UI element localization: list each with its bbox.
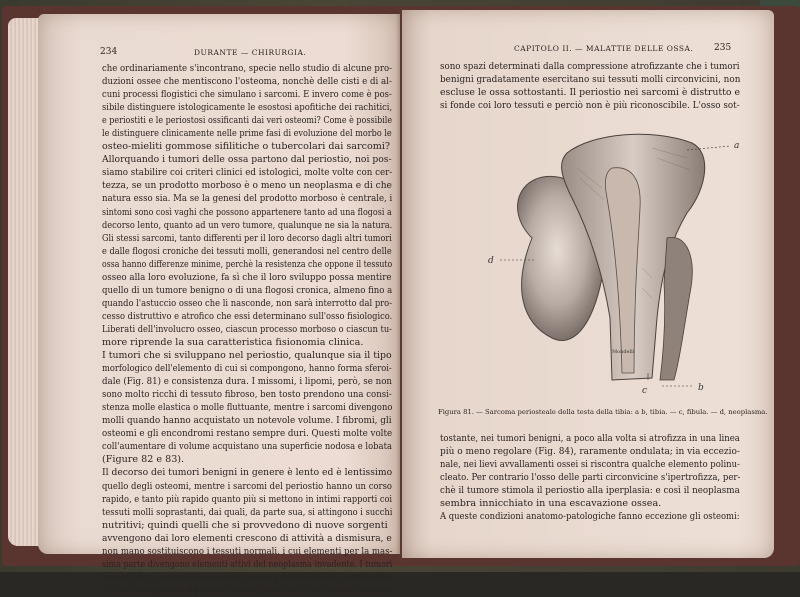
text-line: sima parte divengono elementi attivi del neoplasma invadente. I tumori <box>102 558 393 570</box>
right-page <box>402 10 774 558</box>
text-line: tezza, se un prodotto morboso è o meno un neoplasma e di che <box>102 180 392 192</box>
text-line: osteomi e gli encondromi restano sempre duri. Questi molte volte <box>102 428 393 440</box>
text-line: sintomi sono così vaghi che possono appartenere tanto ad una flogosi a <box>102 206 392 218</box>
figure-caption: Figura 81. — Sarcoma periosteale della testa della tibia: a b, tibia. — c, fibula. — d, neoplasma. <box>438 408 768 416</box>
text-line: duzioni ossee che mentiscono l'osteoma, nonchè delle cisti e di al- <box>102 76 392 88</box>
text-line: sibile distinguere istologicamente le esostosi apofitiche dei rachitici, <box>102 102 393 114</box>
text-line: nutritivi; quindi quelli che si provvedono di nuove sorgenti <box>102 519 388 531</box>
text-line: Allorquando i tumori delle ossa partono dal periostio, noi pos- <box>102 154 392 166</box>
text-line: benigni per contrario rimangono sempre perfettamente circoscritti <box>102 571 393 583</box>
text-line: molli quando hanno acquistato un notevole volume. I fibromi, gli <box>102 415 392 427</box>
text-line: più o meno regolare (Fig. 84), raramente ondulata; in via eccezio- <box>440 446 740 458</box>
text-line: osteo-mieliti gommose sifilitiche o tubercolari dai sarcomi? <box>102 141 391 153</box>
right-page-number: 235 <box>714 43 732 53</box>
left-running-head: DURANTE — CHIRURGIA. <box>194 48 307 57</box>
text-line: non mano sostituiscono i tessuti normali, i cui elementi per la mas- <box>102 545 393 557</box>
text-line: quello degli osteomi, mentre i sarcomi del periostio hanno un corso <box>102 480 392 492</box>
text-line: si fonde coi loro tessuti e perciò non è più riconoscibile. L'osso sot- <box>440 100 740 112</box>
text-line: rapido, e tanto più rapido quanto più si mettono in intimi rapporti coi <box>102 493 393 505</box>
text-line: osseo alla loro evoluzione, fa sì che il loro sviluppo possa mentire <box>102 271 392 283</box>
text-line: tostante, nei tumori benigni, a poco alla volta si atrofizza in una linea <box>440 433 740 444</box>
text-line: cesso distruttivo e atrofico che essi determinano sull'osso fisiologico. <box>102 310 393 322</box>
right-running-head: CAPITOLO II. — MALATTIE DELLE OSSA. <box>514 44 694 53</box>
text-line: decorso lento, quanto ad un vero tumore, qualunque ne sia la natura. <box>102 219 393 231</box>
left-page-number: 234 <box>100 47 118 57</box>
text-line: siamo stabilire coi criteri clinici ed istologici, molte volte con cer- <box>102 167 393 179</box>
page-edges <box>8 18 40 546</box>
text-line: quello di un tumore benigno o di una flogosi cronica, almeno fino a <box>102 284 393 296</box>
figure-label-c: c <box>642 386 648 396</box>
text-line: Il decorso dei tumori benigni in genere è lento ed è lentissimo <box>102 467 393 479</box>
text-line: Liberati dell'involucro osseo, ciascun processo morboso o ciascun tu- <box>102 323 392 335</box>
text-line: sono molto ricchi di tessuto fibroso, ben tosto prendono una consi- <box>102 389 392 401</box>
text-line: dale (Fig. 81) e consistenza dura. I missomi, i lipomi, però, se non <box>102 376 392 388</box>
text-line: nale, nei lievi avvallamenti ossei si riscontra qualche elemento polinu- <box>440 459 740 471</box>
text-line: cuni processi flogistici che simulano i sarcomi. E invero come è pos- <box>102 89 392 101</box>
text-line: e quasi incapsulati da vaste lacune linfatiche, che ordinariamente <box>102 584 393 596</box>
text-line: sembra innicchiato in una escavazione ossea. <box>440 498 662 510</box>
left-page <box>38 14 400 596</box>
figure-label-a: a <box>734 141 740 151</box>
right-body-text-top <box>440 60 740 112</box>
text-line: stenza molle elastica o molle fluttuante, mentre i sarcomi divengono <box>102 402 393 414</box>
text-line: e dalle flogosi croniche dei tessuti molli, generandosi nel centro delle <box>102 245 392 257</box>
text-line: avvengono dai loro elementi crescono di attività a dismisura, e <box>102 532 392 544</box>
text-line: escluse le ossa sottostanti. Il periostio nei sarcomi è distrutto e <box>440 87 741 99</box>
text-line: cleato. Per contrario l'osso delle parti circonvicine s'ipertrofizza, per- <box>440 472 741 484</box>
text-line: tessuti molli soprastanti, dai quali, da parte sua, si attingono i succhi <box>102 506 393 518</box>
text-line: e periostiti e le periostosi ossificanti dai veri osteomi? Come è possibile <box>102 115 393 127</box>
figure-81-illustration <box>462 118 762 403</box>
text-line: Gli stessi sarcomi, tanto differenti per il loro decorso dagli altri tumori <box>102 232 392 244</box>
engraver-signature: Mondelli <box>612 349 635 355</box>
left-body-text <box>102 62 392 597</box>
text-line: che ordinariamente s'incontrano, specie nello studio di alcune pro- <box>102 63 392 74</box>
text-line: sono spazi determinati dalla compressione atrofizzante che i tumori <box>440 61 740 72</box>
text-line: I tumori che si sviluppano nel periostio, qualunque sia il tipo <box>102 350 392 362</box>
text-line: chè il tumore stimola il periostio alla iperplasia: e così il neoplasma <box>440 485 740 497</box>
text-line: (Figure 82 e 83). <box>102 454 185 466</box>
text-line: ossa hanno differenze minime, perchè la resistenza che oppone il tessuto <box>102 258 393 270</box>
text-line: le distinguere clinicamente nelle prime fasi di evoluzione del morbo le <box>102 128 392 140</box>
right-body-text-bottom <box>440 432 740 523</box>
figure-label-d: d <box>488 256 494 266</box>
figure-label-b: b <box>698 383 704 393</box>
text-line: natura esso sia. Ma se la genesi del prodotto morboso è centrale, i <box>102 193 393 205</box>
text-line: morfologico dell'elemento di cui si compongono, hanno forma sferoi- <box>102 363 392 375</box>
text-line: more riprende la sua caratteristica fisionomia clinica. <box>102 336 364 348</box>
text-line: coll'aumentare di volume acquistano una superficie nodosa e lobata <box>102 441 392 453</box>
text-line: benigni gradatamente esercitano sui tessuti molli circonvicini, non <box>440 74 741 86</box>
text-line: quando l'astuccio osseo che li nasconde, non sarà interrotto dal pro- <box>102 297 393 309</box>
text-line: A queste condizioni anatomo-patologiche fanno eccezione gli osteomi: <box>440 511 740 523</box>
